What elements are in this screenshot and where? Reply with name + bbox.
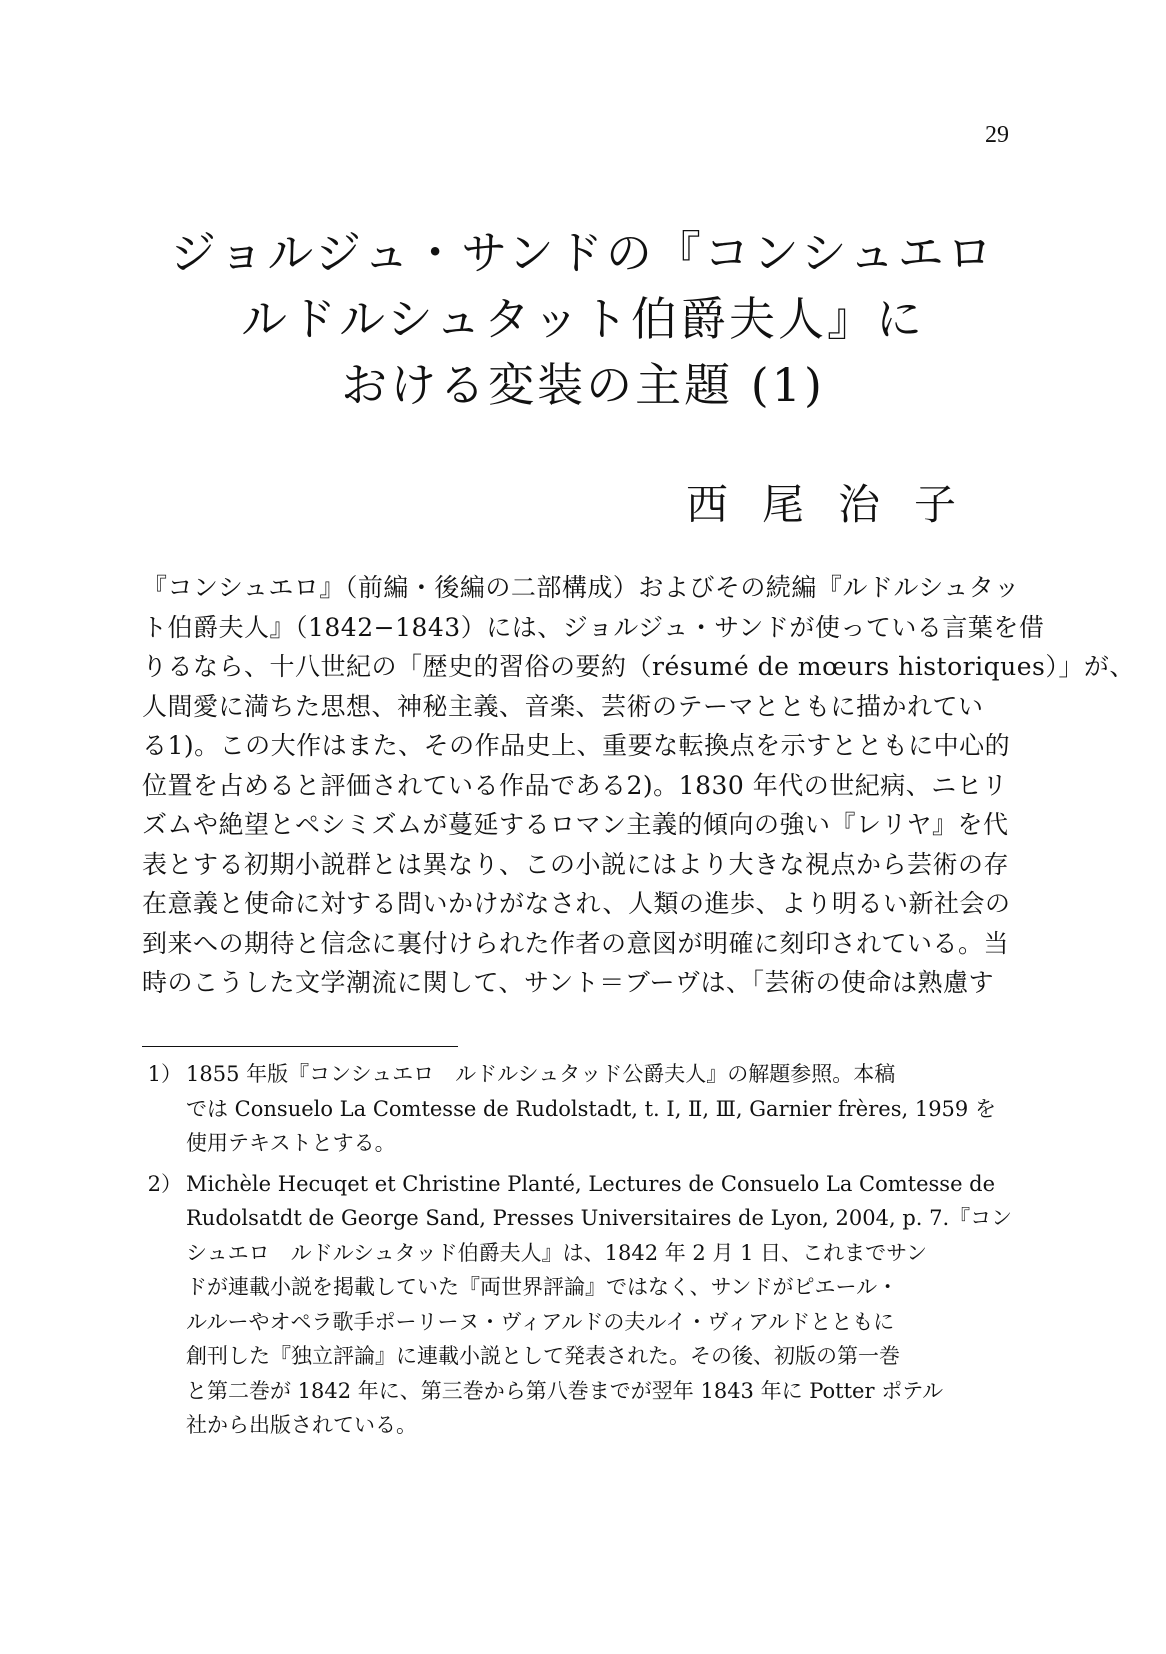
footnote-line: 使用テキストとする。 xyxy=(186,1131,396,1155)
body-line: りるなら、十八世紀の「歴史的習俗の要約（résumé de mœurs historiques）」が、 xyxy=(142,652,1135,681)
footnote-line: ルルーやオペラ歌手ポーリーヌ・ヴィアルドの夫ルイ・ヴィアルドとともに xyxy=(186,1309,895,1334)
body-line: 人間愛に満ちた思想、神秘主義、音楽、芸術のテーマとともに描かれてい xyxy=(142,691,984,721)
footnote-number: 1） xyxy=(147,1062,182,1086)
footnote-line: 社から出版されている。 xyxy=(186,1413,417,1437)
body-text xyxy=(142,568,1135,1003)
body-line: 在意義と使命に対する問いかけがなされ、人類の進歩、より明るい新社会の xyxy=(142,889,1011,918)
footnote-line xyxy=(140,1167,1024,1202)
footnote-1 xyxy=(140,1057,1024,1161)
footnote-line: シュエロ ルドルシュタッド伯爵夫人』は、1842 年 2 月 1 日、これまでサン xyxy=(186,1240,928,1265)
body-line: ズムや絶望とペシミズムが蔓延するロマン主義的傾向の強い『レリヤ』を代 xyxy=(142,810,1009,839)
footnote-line xyxy=(140,1057,1024,1092)
footnote-line: では Consuelo La Comtesse de Rudolstadt, t. Ⅰ, Ⅱ, Ⅲ, Garnier frères, 1959 を xyxy=(186,1096,996,1121)
article-title xyxy=(0,220,1166,418)
body-line: ト伯爵夫人』（1842−1843）には、ジョルジュ・サンドが使っている言葉を借 xyxy=(142,612,1045,642)
body-line: 表とする初期小説群とは異なり、この小説にはより大きな視点から芸術の存 xyxy=(142,849,1010,879)
body-line: 『コンシュエロ』（前編・後編の二部構成）およびその続編『ルドルシュタッ xyxy=(142,573,1020,602)
page-number: 29 xyxy=(985,122,1009,148)
title-line: ルドルシュタット伯爵夫人』に xyxy=(241,292,925,346)
author-name: 西尾治子 xyxy=(685,480,990,529)
footnotes xyxy=(140,1057,1024,1449)
footnote-line: と第二巻が 1842 年に、第三巻から第八巻までが翌年 1843 年に Potter ポテル xyxy=(186,1378,944,1403)
body-line: 位置を占めると評価されている作品である2)。1830 年代の世紀病、ニヒリ xyxy=(142,770,1008,800)
footnote-number: 2） xyxy=(147,1171,182,1196)
footnote-line: 創刊した『独立評論』に連載小説として発表された。その後、初版の第一巻 xyxy=(186,1344,900,1368)
footnote-text: 1855 年版『コンシュエロ ルドルシュタッド公爵夫人』の解題参照。本稿 xyxy=(186,1062,896,1086)
footnote-divider xyxy=(142,1046,458,1047)
footnote-text: Michèle Hecuqet et Christine Planté, Lectures de Consuelo La Comtesse de xyxy=(186,1171,996,1196)
body-line: 時のこうした文学潮流に関して、サント＝ブーヴは、「芸術の使命は熟慮す xyxy=(142,968,995,997)
body-line: る1)。この大作はまた、その作品史上、重要な転換点を示すとともに中心的 xyxy=(142,731,1011,760)
footnote-line: Rudolsatdt de George Sand, Presses Universitaires de Lyon, 2004, p. 7.『コン xyxy=(186,1206,1013,1230)
title-line: ジョルジュ・サンドの『コンシュエロ xyxy=(170,226,996,280)
footnote-2 xyxy=(140,1167,1024,1443)
body-line: 到来への期待と信念に裏付けられた作者の意図が明確に刻印されている。当 xyxy=(142,928,1010,958)
title-line: おける変装の主題 (1) xyxy=(341,358,825,412)
footnote-line: ドが連載小説を掲載していた『両世界評論』ではなく、サンドがピエール・ xyxy=(186,1275,899,1299)
